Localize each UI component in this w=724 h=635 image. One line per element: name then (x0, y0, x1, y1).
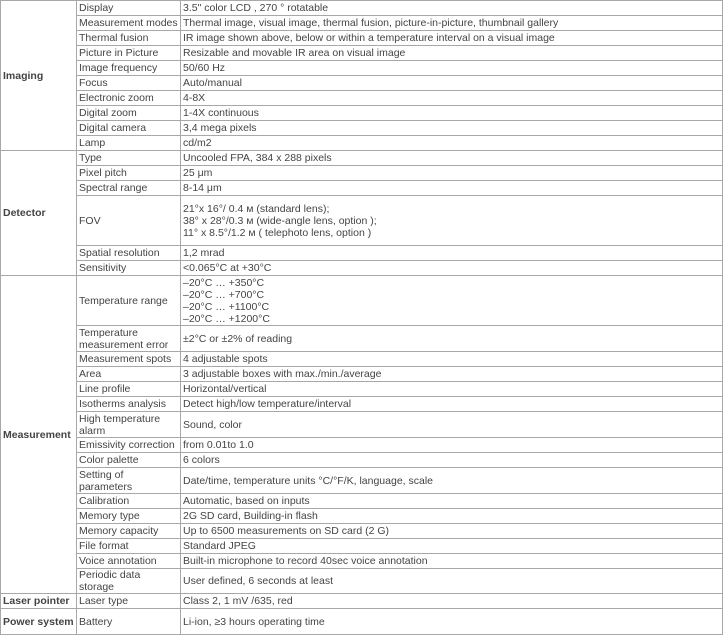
spec-value-line: Date/time, temperature units °C/°F/K, language, scale (183, 474, 434, 487)
spec-value (181, 509, 723, 524)
spec-value-line: Detect high/low temperature/interval (183, 398, 352, 410)
spec-value-line: –20°C … +350°C (183, 276, 265, 289)
spec-row-measurement-spots (1, 352, 723, 367)
spec-value-line: 3 adjustable boxes with max./min./average (183, 368, 382, 380)
spec-value (181, 76, 723, 91)
spec-value-line: 4 adjustable spots (183, 353, 268, 365)
spec-label: Battery (77, 609, 181, 635)
spec-value-line: 4-8X (183, 92, 206, 104)
spec-value (181, 46, 723, 61)
spec-value-line: 1-4X continuous (183, 107, 259, 119)
spec-value-line: Built-in microphone to record 40sec voice annotation (183, 555, 428, 567)
spec-row-spectral-range (1, 181, 723, 196)
spec-value-line: cd/m2 (183, 137, 212, 149)
spec-label: Display (77, 1, 181, 16)
spec-value (181, 261, 723, 276)
spec-label: Laser type (77, 594, 181, 609)
spec-row-voice-annotation (1, 554, 723, 569)
spec-value-line: Resizable and movable IR area on visual image (183, 47, 406, 59)
spec-row-memory-type (1, 509, 723, 524)
spec-value (181, 16, 723, 31)
spec-label: Line profile (77, 382, 181, 397)
spec-value (181, 106, 723, 121)
spec-label: Periodic data storage (77, 569, 181, 594)
spec-value (181, 554, 723, 569)
spec-value-line: Auto/manual (183, 77, 242, 89)
spec-value (181, 31, 723, 46)
spec-label: Electronic zoom (77, 91, 181, 106)
spec-value-line: ±2°C or ±2% of reading (183, 332, 293, 345)
spec-value-line: 21°x 16°/ 0.4 м (standard lens); (183, 202, 330, 215)
spec-row-measurement-modes (1, 16, 723, 31)
category-measurement: Measurement (1, 276, 77, 594)
spec-value-line: 3,4 mega pixels (183, 122, 257, 134)
spec-label: Spatial resolution (77, 246, 181, 261)
spec-value-line: 6 colors (183, 454, 220, 466)
spec-value (181, 326, 723, 352)
spec-value (181, 609, 723, 635)
spec-row-temperature-measurement-error (1, 326, 723, 352)
spec-row-color-palette (1, 453, 723, 468)
spec-row-digital-camera (1, 121, 723, 136)
spec-label: Isotherms analysis (77, 397, 181, 412)
spec-row-picture-in-picture (1, 46, 723, 61)
spec-row-image-frequency (1, 61, 723, 76)
spec-value (181, 438, 723, 453)
spec-value (181, 276, 723, 326)
spec-label: Picture in Picture (77, 46, 181, 61)
spec-value-line: Horizontal/vertical (183, 383, 267, 395)
spec-row-temperature-range (1, 276, 723, 326)
spec-value-line: 38° x 28°/0.3 м (wide-angle lens, option ); (183, 214, 377, 227)
spec-row-sensitivity (1, 261, 723, 276)
category-imaging: Imaging (1, 1, 77, 151)
spec-row-lamp (1, 136, 723, 151)
spec-value-line: User defined, 6 seconds at least (183, 575, 334, 587)
spec-value (181, 412, 723, 438)
spec-value-line: Class 2, 1 mV /635, red (183, 595, 293, 607)
spec-value (181, 181, 723, 196)
spec-value-line: 3.5" color LCD , 270 ° rotatable (183, 2, 329, 14)
spec-table-body (1, 1, 723, 635)
spec-row-area (1, 367, 723, 382)
spec-row-battery (1, 609, 723, 635)
spec-label: High temperature alarm (77, 412, 181, 438)
spec-value-line: 11° x 8.5°/1.2 м ( telephoto lens, option ) (183, 226, 372, 239)
spec-value-line: –20°C … +1100°C (183, 300, 270, 313)
spec-value-line: 50/60 Hz (183, 62, 226, 74)
spec-row-type (1, 151, 723, 166)
spec-label: Spectral range (77, 181, 181, 196)
spec-value (181, 246, 723, 261)
spec-value-line: Li-ion, ≥3 hours operating time (183, 615, 325, 628)
spec-value (181, 367, 723, 382)
spec-value-line: 1,2 mrad (183, 247, 225, 259)
spec-label: Type (77, 151, 181, 166)
spec-value (181, 91, 723, 106)
spec-row-spatial-resolution (1, 246, 723, 261)
spec-value (181, 569, 723, 594)
spec-value-line: Standard JPEG (183, 540, 256, 552)
spec-label: Measurement spots (77, 352, 181, 367)
spec-label: Voice annotation (77, 554, 181, 569)
spec-label: Area (77, 367, 181, 382)
spec-row-line-profile (1, 382, 723, 397)
spec-label: Memory capacity (77, 524, 181, 539)
spec-label: Digital zoom (77, 106, 181, 121)
spec-label: Pixel pitch (77, 166, 181, 181)
spec-value (181, 121, 723, 136)
spec-value (181, 136, 723, 151)
spec-row-high-temperature-alarm (1, 412, 723, 438)
spec-row-digital-zoom (1, 106, 723, 121)
spec-value (181, 196, 723, 246)
spec-label: Memory type (77, 509, 181, 524)
spec-value (181, 382, 723, 397)
spec-value (181, 468, 723, 494)
spec-row-periodic-data-storage (1, 569, 723, 594)
spec-label: Lamp (77, 136, 181, 151)
spec-row-electronic-zoom (1, 91, 723, 106)
spec-label: Emissivity correction (77, 438, 181, 453)
spec-value-line: 8-14 μm (183, 182, 222, 194)
spec-value-line: Uncooled FPA, 384 x 288 pixels (183, 152, 332, 164)
spec-value-line: –20°C … +1200°C (183, 312, 270, 325)
spec-row-fov (1, 196, 723, 246)
spec-value (181, 539, 723, 554)
spec-label: Color palette (77, 453, 181, 468)
spec-row-isotherms-analysis (1, 397, 723, 412)
spec-label: Temperature range (77, 276, 181, 326)
spec-value-line: Up to 6500 measurements on SD card (2 G) (183, 525, 390, 537)
spec-value (181, 61, 723, 76)
spec-value-line: Automatic, based on inputs (183, 495, 310, 507)
spec-label: Digital camera (77, 121, 181, 136)
spec-row-memory-capacity (1, 524, 723, 539)
category-detector: Detector (1, 151, 77, 276)
spec-row-calibration (1, 494, 723, 509)
spec-row-emissivity-correction (1, 438, 723, 453)
spec-value-line: IR image shown above, below or within a temperature interval on a visual image (183, 32, 555, 44)
spec-label: Measurement modes (77, 16, 181, 31)
spec-value-line: –20°C … +700°C (183, 288, 265, 301)
spec-label: FOV (77, 196, 181, 246)
category-laser-pointer: Laser pointer (1, 594, 77, 609)
category-power-system: Power system (1, 609, 77, 635)
spec-value (181, 524, 723, 539)
spec-row-setting-of-parameters (1, 468, 723, 494)
spec-value (181, 594, 723, 609)
spec-row-file-format (1, 539, 723, 554)
spec-value-line: from 0.01to 1.0 (183, 439, 254, 451)
spec-value (181, 352, 723, 367)
spec-value-line: 25 μm (183, 167, 213, 179)
spec-value (181, 453, 723, 468)
spec-label: Focus (77, 76, 181, 91)
spec-label: Setting of parameters (77, 468, 181, 494)
spec-row-focus (1, 76, 723, 91)
spec-value (181, 1, 723, 16)
spec-value-line: <0.065°C at +30°C (183, 262, 272, 274)
spec-value (181, 166, 723, 181)
spec-row-pixel-pitch (1, 166, 723, 181)
spec-label: Temperature measurement error (77, 326, 181, 352)
spec-row-laser-type (1, 594, 723, 609)
spec-value-line: 2G SD card, Building-in flash (183, 510, 318, 522)
spec-value (181, 397, 723, 412)
spec-label: Calibration (77, 494, 181, 509)
spec-label: Sensitivity (77, 261, 181, 276)
spec-label: Thermal fusion (77, 31, 181, 46)
spec-row-thermal-fusion (1, 31, 723, 46)
spec-value-line: Thermal image, visual image, thermal fusion, picture-in-picture, thumbnail gallery (183, 17, 559, 29)
spec-row-display (1, 1, 723, 16)
spec-value (181, 494, 723, 509)
spec-value (181, 151, 723, 166)
spec-value-line: Sound, color (183, 418, 242, 431)
spec-label: Image frequency (77, 61, 181, 76)
spec-label: File format (77, 539, 181, 554)
